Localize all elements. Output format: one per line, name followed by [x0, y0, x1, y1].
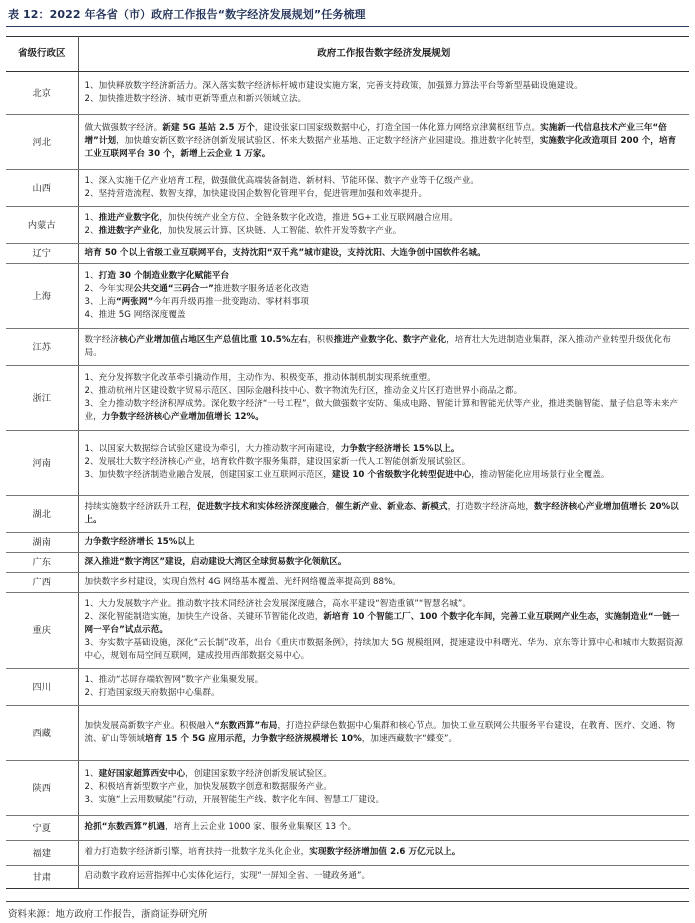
policy-line — [85, 247, 684, 260]
policy-line — [85, 93, 684, 106]
policy-line — [85, 212, 684, 225]
province-cell: 福建 — [6, 841, 78, 866]
text-segment: 加快数字乡村建设，实现自然村 4G 网络基本覆盖、光纤网络覆盖率提高到 88%。 — [84, 576, 401, 587]
province-cell: 山西 — [6, 170, 78, 207]
bold-text-segment: 抢抓“东数西算”机遇 — [84, 822, 166, 832]
policy-content-cell — [78, 669, 689, 706]
province-cell: 甘肃 — [6, 866, 78, 889]
bold-text-segment: 打造 30 个制造业数字化赋能平台 — [98, 270, 230, 281]
source-rule — [6, 901, 689, 902]
text-segment: 3、全力推动数字经济积厚成势。深化数字经济“一号工程”，做大做强数字安防、集成电路、智能计算和智能光伏等产业，推进类脑智能、量子信息等未来产业， — [84, 398, 679, 422]
text-segment: ，培育上云企业 1000 家、服务业集聚区 13 个。 — [165, 822, 357, 832]
table-row — [6, 706, 689, 761]
policy-content-cell — [78, 706, 689, 761]
policy-line — [85, 637, 684, 663]
text-segment: 2、坚持营造流程、数智支撑，加快建设国企数智化管理平台，促进管理加强和效率提升。 — [84, 188, 428, 199]
policy-line — [85, 122, 684, 161]
policy-content-cell — [78, 264, 689, 329]
policy-line — [85, 794, 684, 807]
bold-text-segment: “东数西算”布局 — [214, 720, 278, 731]
text-segment: 1、充分发挥数字化改革牵引撬动作用，主动作为、积极变革，推动体制机制实现系统重塑。 — [84, 372, 436, 383]
policy-line — [85, 296, 684, 309]
table-row — [6, 115, 689, 170]
policy-line — [85, 469, 684, 482]
table-row — [6, 72, 689, 115]
bold-text-segment: “两张网” — [115, 296, 154, 307]
bold-text-segment: 力争数字经济核心产业增加值增长 12%。 — [101, 411, 264, 422]
text-segment: ，打造拉萨绿色数据中心集群和核心节点。加快工业互联网公共服务平台建设，在教育、医疗、交通、物流、矿山等领域 — [84, 720, 676, 744]
bold-text-segment: 催生新产业、新业态、新模式 — [335, 501, 448, 512]
text-segment: ，加速西藏数字“蝶变”。 — [361, 733, 458, 744]
policy-content-cell — [78, 866, 689, 889]
text-segment: ，创建国家数字经济创新发展试验区。 — [185, 769, 333, 779]
policy-line — [85, 536, 684, 549]
bold-text-segment: 培育 15 个 5G 应用示范，力争数字经济规模增长 10% — [145, 733, 362, 744]
bold-text-segment: 数字经济核心产业增加值增长 20%以上。 — [84, 501, 679, 525]
policy-line — [85, 821, 684, 834]
province-cell: 河南 — [6, 431, 78, 496]
policy-content-cell — [78, 244, 689, 264]
table-row — [6, 170, 689, 207]
province-cell: 重庆 — [6, 593, 78, 669]
bold-text-segment: 深入推进“数字湾区”建设，启动建设大湾区全球贸易数字化领航区。 — [84, 556, 347, 567]
text-segment: ，推动智能化应用场景行业全覆盖。 — [471, 470, 610, 480]
text-segment: 着力打造数字经济新引擎，培育扶持一批数字龙头化企业， — [84, 847, 310, 857]
table-row — [6, 816, 689, 841]
table-row — [6, 431, 689, 496]
policy-line — [85, 334, 684, 360]
bold-text-segment: 核心产业增加值占地区生产总值比重 10.5%左右 — [119, 334, 308, 345]
text-segment: ，加快雄安新区数字经济创新发展试验区、怀来大数据产业基地、正定数字经济产业园建设。推进数字化转型， — [116, 136, 540, 146]
text-segment: 数字经济 — [84, 334, 120, 345]
text-segment: 1、 — [84, 270, 99, 281]
text-segment: ，打造数字经济高地， — [447, 501, 535, 512]
table-row — [6, 533, 689, 553]
policy-content-cell — [78, 573, 689, 593]
province-cell: 江苏 — [6, 329, 78, 366]
policy-line — [85, 372, 684, 385]
policy-content-cell — [78, 816, 689, 841]
text-segment: 今年再升级再推一批变跑动、零材料事项 — [153, 296, 309, 307]
policy-line — [85, 385, 684, 398]
province-cell: 湖南 — [6, 533, 78, 553]
text-segment: 持续实施数字经济跃升工程， — [84, 501, 197, 512]
bold-text-segment: 力争数字经济增长 15%以上 — [84, 536, 195, 547]
province-cell: 广西 — [6, 573, 78, 593]
table-row — [6, 573, 689, 593]
text-segment: 3、加快数字经济制造业融合发展，创建国家工业互联网示范区， — [84, 470, 333, 480]
table-body — [6, 72, 689, 889]
policy-content-cell — [78, 115, 689, 170]
table-row — [6, 841, 689, 866]
policy-content-cell — [78, 761, 689, 816]
text-segment: 1、 — [84, 769, 99, 779]
text-segment: 2、深化智能制造实施，加快生产设备、关键环节智能化改造， — [84, 611, 324, 622]
text-segment: 3、实施“上云用数赋能”行动，开展智能生产线、数字化车间、智慧工厂建设。 — [84, 795, 385, 805]
policy-table — [6, 36, 689, 889]
policy-line — [85, 598, 684, 611]
province-cell: 辽宁 — [6, 244, 78, 264]
policy-line — [85, 611, 684, 637]
province-cell: 陕西 — [6, 761, 78, 816]
text-segment: 1、深入实施千亿产业培育工程，做强做优高端装备制造、新材料、节能环保、数字产业等千亿级产业。 — [84, 175, 479, 186]
text-segment: 1、大力发展数字产业。推动数字技术同经济社会发展深度融合，高水平建设“智造重镇”“智慧名城”。 — [84, 598, 472, 609]
province-cell: 广东 — [6, 553, 78, 573]
province-cell: 河北 — [6, 115, 78, 170]
header-content: 政府工作报告数字经济发展规划 — [78, 37, 689, 72]
province-cell: 上海 — [6, 264, 78, 329]
province-cell: 湖北 — [6, 496, 78, 533]
bold-text-segment: 培育 50 个以上省级工业互联网平台，支持沈阳“双千兆”城市建设，支持沈阳、大连争创中国软件名城。 — [84, 247, 486, 258]
table-row — [6, 244, 689, 264]
source-note: 资料来源：地方政府工作报告，浙商证券研究所 — [8, 909, 208, 920]
text-segment: 1、推动“芯屏存端软智网”数字产业集聚发展。 — [84, 674, 264, 685]
bold-text-segment: 新建 5G 基站 2.5 万个 — [162, 123, 255, 133]
policy-line — [85, 270, 684, 283]
bold-text-segment: 建设 10 个省级数字化转型促进中心 — [332, 470, 472, 480]
text-segment: 推进数字服务适老化改造 — [213, 283, 309, 294]
title-rule — [6, 26, 689, 27]
policy-content-cell — [78, 170, 689, 207]
province-cell: 内蒙古 — [6, 207, 78, 244]
text-segment: 3、夯实数字基础设施，深化“云长制”改革，出台《重庆市数据条例》，持续加大 5G 规模组网，提速建设中科曙光、华为、京东等计算中心和城市大数据资源中心，规划布局空间互联网，建成投用西部数据交易中心。 — [84, 637, 684, 661]
table-row — [6, 553, 689, 573]
bold-text-segment: 推进数字产业化 — [98, 225, 160, 236]
bold-text-segment: 促进数字技术和实体经济深度融合 — [196, 501, 327, 512]
policy-content-cell — [78, 72, 689, 115]
text-segment: 4、推进 5G 网络深度覆盖 — [84, 309, 186, 320]
policy-line — [85, 80, 684, 93]
text-segment: 2、 — [84, 225, 99, 236]
policy-line — [85, 781, 684, 794]
table-row — [6, 593, 689, 669]
policy-content-cell — [78, 553, 689, 573]
text-segment: 2、打造国家级天府数据中心集群。 — [84, 687, 220, 698]
text-segment: 启动数字政府运营指挥中心实体化运行，实现“一屏知全省、一键政务通”。 — [84, 871, 371, 881]
policy-line — [85, 398, 684, 424]
policy-line — [85, 556, 684, 569]
policy-line — [85, 846, 684, 859]
text-segment: ，加快发展云计算、区块链、人工智能、软件开发等数字产业。 — [159, 225, 402, 236]
text-segment: 加快发展高新数字产业。积极融入 — [84, 720, 215, 731]
bold-text-segment: 实施数字化改造项目 200 个，培育工业互联网平台 30 个，新增上云企业 1 万家。 — [84, 136, 677, 159]
policy-content-cell — [78, 329, 689, 366]
policy-line — [85, 576, 684, 589]
header-province: 省级行政区 — [6, 37, 78, 72]
table-row — [6, 207, 689, 244]
policy-line — [85, 674, 684, 687]
province-cell: 西藏 — [6, 706, 78, 761]
text-segment: 做大做强数字经济。 — [84, 123, 163, 133]
policy-line — [85, 768, 684, 781]
text-segment: ，加快传统产业全方位、全链条数字化改造，推进 5G+工业互联网融合应用。 — [159, 212, 459, 223]
policy-line — [85, 225, 684, 238]
policy-line — [85, 720, 684, 746]
bold-text-segment: 推进产业数字化 — [98, 212, 160, 223]
province-cell: 宁夏 — [6, 816, 78, 841]
bold-text-segment: 推进产业数字化、数字产业化 — [333, 334, 447, 345]
text-segment: 2、加快推进数字经济、城市更新等重点和新兴领域立法。 — [84, 93, 307, 104]
text-segment: ，培育壮大先进制造业集群，深入推动产业转型升级优化布局。 — [84, 334, 671, 358]
policy-content-cell — [78, 593, 689, 669]
text-segment: 1、加快释放数字经济新活力。深入落实数字经济标杆城市建设实施方案，完善支持政策，加强算力算法平台等新型基础设施建设。 — [84, 80, 583, 91]
policy-line — [85, 443, 684, 456]
text-segment: ， — [326, 501, 336, 512]
policy-line — [85, 283, 684, 296]
policy-content-cell — [78, 431, 689, 496]
province-cell: 北京 — [6, 72, 78, 115]
table-header-row — [6, 37, 689, 72]
table-row — [6, 329, 689, 366]
text-segment: 2、积极培育新型数字产业，加快发展数字创意和数据服务产业。 — [84, 782, 333, 792]
policy-line — [85, 456, 684, 469]
policy-content-cell — [78, 841, 689, 866]
province-cell: 四川 — [6, 669, 78, 706]
text-segment: ，积极 — [307, 334, 334, 345]
policy-content-cell — [78, 496, 689, 533]
bold-text-segment: 实施新一代信息技术产业三年“倍增”计划 — [84, 123, 667, 146]
policy-line — [85, 175, 684, 188]
text-segment: 1、 — [84, 212, 99, 223]
table-row — [6, 669, 689, 706]
policy-line — [85, 309, 684, 322]
table-row — [6, 761, 689, 816]
policy-line — [85, 188, 684, 201]
province-cell: 浙江 — [6, 366, 78, 431]
table-row — [6, 366, 689, 431]
policy-line — [85, 501, 684, 527]
policy-content-cell — [78, 366, 689, 431]
bold-text-segment: 实现数字经济增加值 2.6 万亿元以上。 — [309, 847, 461, 857]
text-segment: 3、上海 — [84, 296, 116, 307]
table-row — [6, 866, 689, 889]
text-segment: 2、发展壮大数字经济核心产业，培育软件数字服务集群，建设国家新一代人工智能创新发展试验区。 — [84, 457, 471, 467]
bold-text-segment: 公共交通“三码合一” — [133, 283, 214, 294]
table-row — [6, 496, 689, 533]
policy-line — [85, 870, 684, 883]
text-segment: 1、以国家大数据综合试验区建设为牵引，大力推动数字河南建设， — [84, 444, 341, 454]
text-segment: ，建设张家口国家级数据中心，打造全国一体化算力网络京津冀枢纽节点。 — [254, 123, 541, 133]
policy-line — [85, 687, 684, 700]
table-row — [6, 264, 689, 329]
policy-content-cell — [78, 533, 689, 553]
table-title: 表 12：2022 年各省（市）政府工作报告“数字经济发展规划”任务梳理 — [8, 8, 366, 21]
bold-text-segment: 新培育 10 个智能工厂、100 个数字化车间，完善工业互联网产业生态，实施制造业“一链一网一平台”试点示范。 — [84, 611, 680, 635]
text-segment: 2、推动杭州片区建设数字贸易示范区、国际金融科技中心、数字物流先行区，推动金义片区打造世界小商品之都。 — [84, 385, 523, 396]
policy-content-cell — [78, 207, 689, 244]
text-segment: 2、今年实现 — [84, 283, 134, 294]
bold-text-segment: 建好国家超算西安中心 — [98, 769, 186, 779]
bold-text-segment: 力争数字经济增长 15%以上。 — [340, 444, 460, 454]
